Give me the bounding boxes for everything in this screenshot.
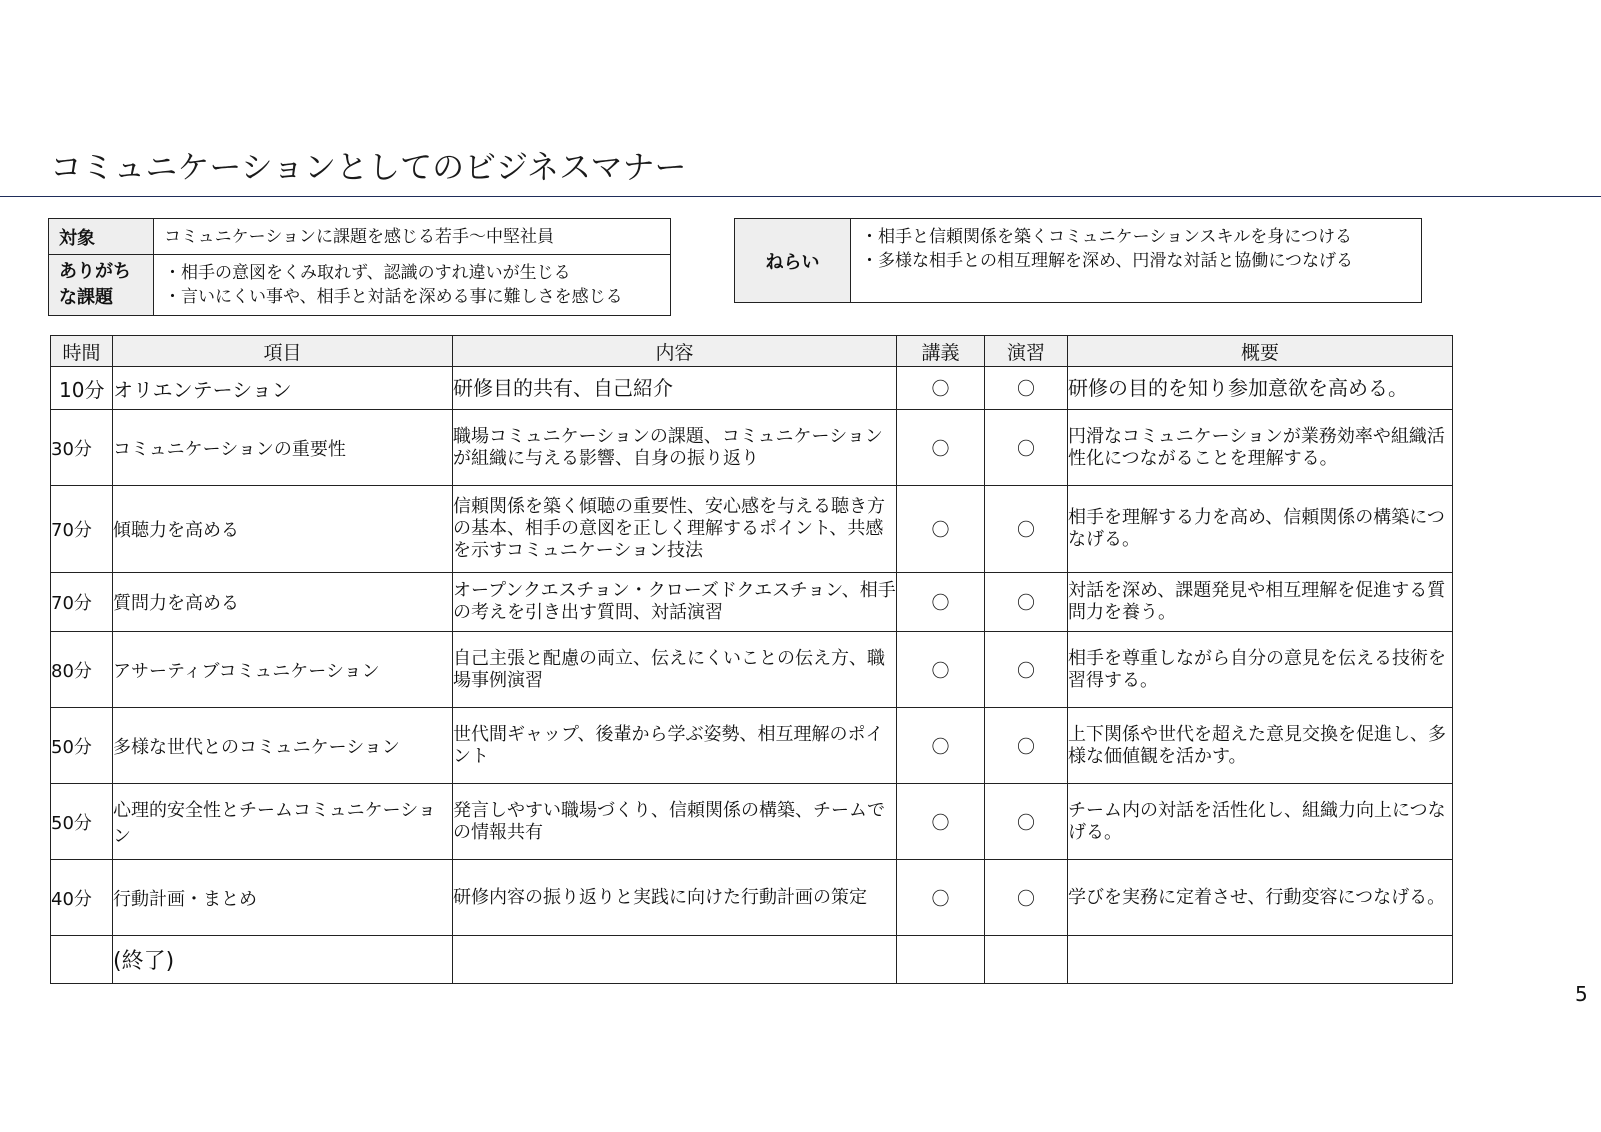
cell-item: 質問力を高める [113, 573, 453, 632]
cell-lecture: 〇 [897, 410, 985, 486]
cell-content: オープンクエスチョン・クローズドクエスチョン、相手の考えを引き出す質問、対話演習 [453, 573, 897, 632]
title-divider [0, 196, 1601, 197]
cell-content: 世代間ギャップ、後輩から学ぶ姿勢、相互理解のポイント [453, 708, 897, 784]
cell-time: 50分 [51, 708, 113, 784]
cell-item: 行動計画・まとめ [113, 860, 453, 936]
table-row [51, 367, 1453, 410]
cell-content: 発言しやすい職場づくり、信頼関係の構築、チームでの情報共有 [453, 784, 897, 860]
cell-item: (終了) [113, 936, 453, 984]
header-item: 項目 [113, 336, 453, 367]
cell-summary: チーム内の対話を活性化し、組織力向上につなげる。 [1068, 784, 1453, 860]
cell-content: 研修内容の振り返りと実践に向けた行動計画の策定 [453, 860, 897, 936]
header-exercise: 演習 [985, 336, 1068, 367]
cell-exercise: 〇 [985, 632, 1068, 708]
issues-label-line2: な課題 [59, 287, 113, 308]
cell-summary: 研修の目的を知り参加意欲を高める。 [1068, 367, 1453, 410]
table-row [51, 860, 1453, 936]
issues-value [153, 254, 671, 316]
table-row [51, 410, 1453, 486]
aim-item: ・相手と信頼関係を築くコミュニケーションスキルを身につける [861, 227, 1352, 247]
issues-label-line1: ありがち [59, 261, 131, 282]
table-row [51, 486, 1453, 573]
cell-content [453, 936, 897, 984]
cell-item: アサーティブコミュニケーション [113, 632, 453, 708]
issues-label [48, 254, 154, 316]
target-value [153, 218, 671, 255]
cell-time [51, 936, 113, 984]
cell-time: 50分 [51, 784, 113, 860]
cell-summary: 相手を理解する力を高め、信頼関係の構築につなげる。 [1068, 486, 1453, 573]
cell-lecture: 〇 [897, 573, 985, 632]
header-content: 内容 [453, 336, 897, 367]
cell-exercise: 〇 [985, 410, 1068, 486]
cell-lecture: 〇 [897, 860, 985, 936]
cell-exercise: 〇 [985, 784, 1068, 860]
cell-lecture [897, 936, 985, 984]
cell-item: 多様な世代とのコミュニケーション [113, 708, 453, 784]
cell-time: 30分 [51, 410, 113, 486]
cell-exercise: 〇 [985, 860, 1068, 936]
aim-label: ねらい [734, 218, 851, 303]
page-number: 5 [1575, 982, 1588, 1006]
cell-lecture: 〇 [897, 632, 985, 708]
cell-lecture: 〇 [897, 367, 985, 410]
page-title: コミュニケーションとしてのビジネスマナー [50, 148, 687, 186]
table-header-row [51, 336, 1453, 367]
cell-time: 10分 [51, 367, 113, 410]
cell-lecture: 〇 [897, 486, 985, 573]
table-row [51, 632, 1453, 708]
cell-time: 40分 [51, 860, 113, 936]
cell-item: 心理的安全性とチームコミュニケーション [113, 784, 453, 860]
cell-time: 70分 [51, 573, 113, 632]
table-row [51, 936, 1453, 984]
cell-exercise [985, 936, 1068, 984]
header-lecture: 講義 [897, 336, 985, 367]
cell-summary [1068, 936, 1453, 984]
cell-exercise: 〇 [985, 367, 1068, 410]
cell-item: 傾聴力を高める [113, 486, 453, 573]
header-time: 時間 [51, 336, 113, 367]
cell-content: 職場コミュニケーションの課題、コミュニケーションが組織に与える影響、自身の振り返り [453, 410, 897, 486]
cell-item: オリエンテーション [113, 367, 453, 410]
cell-summary: 円滑なコミュニケーションが業務効率や組織活性化につながることを理解する。 [1068, 410, 1453, 486]
header-summary: 概要 [1068, 336, 1453, 367]
cell-exercise: 〇 [985, 573, 1068, 632]
cell-time: 80分 [51, 632, 113, 708]
cell-summary: 対話を深め、課題発見や相互理解を促進する質問力を養う。 [1068, 573, 1453, 632]
cell-summary: 上下関係や世代を超えた意見交換を促進し、多様な価値観を活かす。 [1068, 708, 1453, 784]
cell-exercise: 〇 [985, 486, 1068, 573]
issue-item: ・言いにくい事や、相手と対話を深める事に難しさを感じる [164, 287, 623, 307]
aim-item: ・多様な相手との相互理解を深め、円滑な対話と協働につなげる [861, 251, 1353, 271]
cell-exercise: 〇 [985, 708, 1068, 784]
cell-content: 自己主張と配慮の両立、伝えにくいことの伝え方、職場事例演習 [453, 632, 897, 708]
cell-content: 研修目的共有、自己紹介 [453, 367, 897, 410]
table-row [51, 784, 1453, 860]
table-row [51, 573, 1453, 632]
table-row [51, 708, 1453, 784]
cell-lecture: 〇 [897, 784, 985, 860]
target-text: コミュニケーションに課題を感じる若手〜中堅社員 [164, 226, 554, 247]
cell-lecture: 〇 [897, 708, 985, 784]
cell-content: 信頼関係を築く傾聴の重要性、安心感を与える聴き方の基本、相手の意図を正しく理解するポイント、共感を示すコミュニケーション技法 [453, 486, 897, 573]
target-label: 対象 [48, 218, 154, 255]
issue-item: ・相手の意図をくみ取れず、認識のすれ違いが生じる [164, 263, 571, 283]
cell-time: 70分 [51, 486, 113, 573]
cell-summary: 学びを実務に定着させ、行動変容につなげる。 [1068, 860, 1453, 936]
cell-summary: 相手を尊重しながら自分の意見を伝える技術を習得する。 [1068, 632, 1453, 708]
aim-value [850, 218, 1422, 303]
cell-item: コミュニケーションの重要性 [113, 410, 453, 486]
schedule-table [50, 335, 1453, 984]
